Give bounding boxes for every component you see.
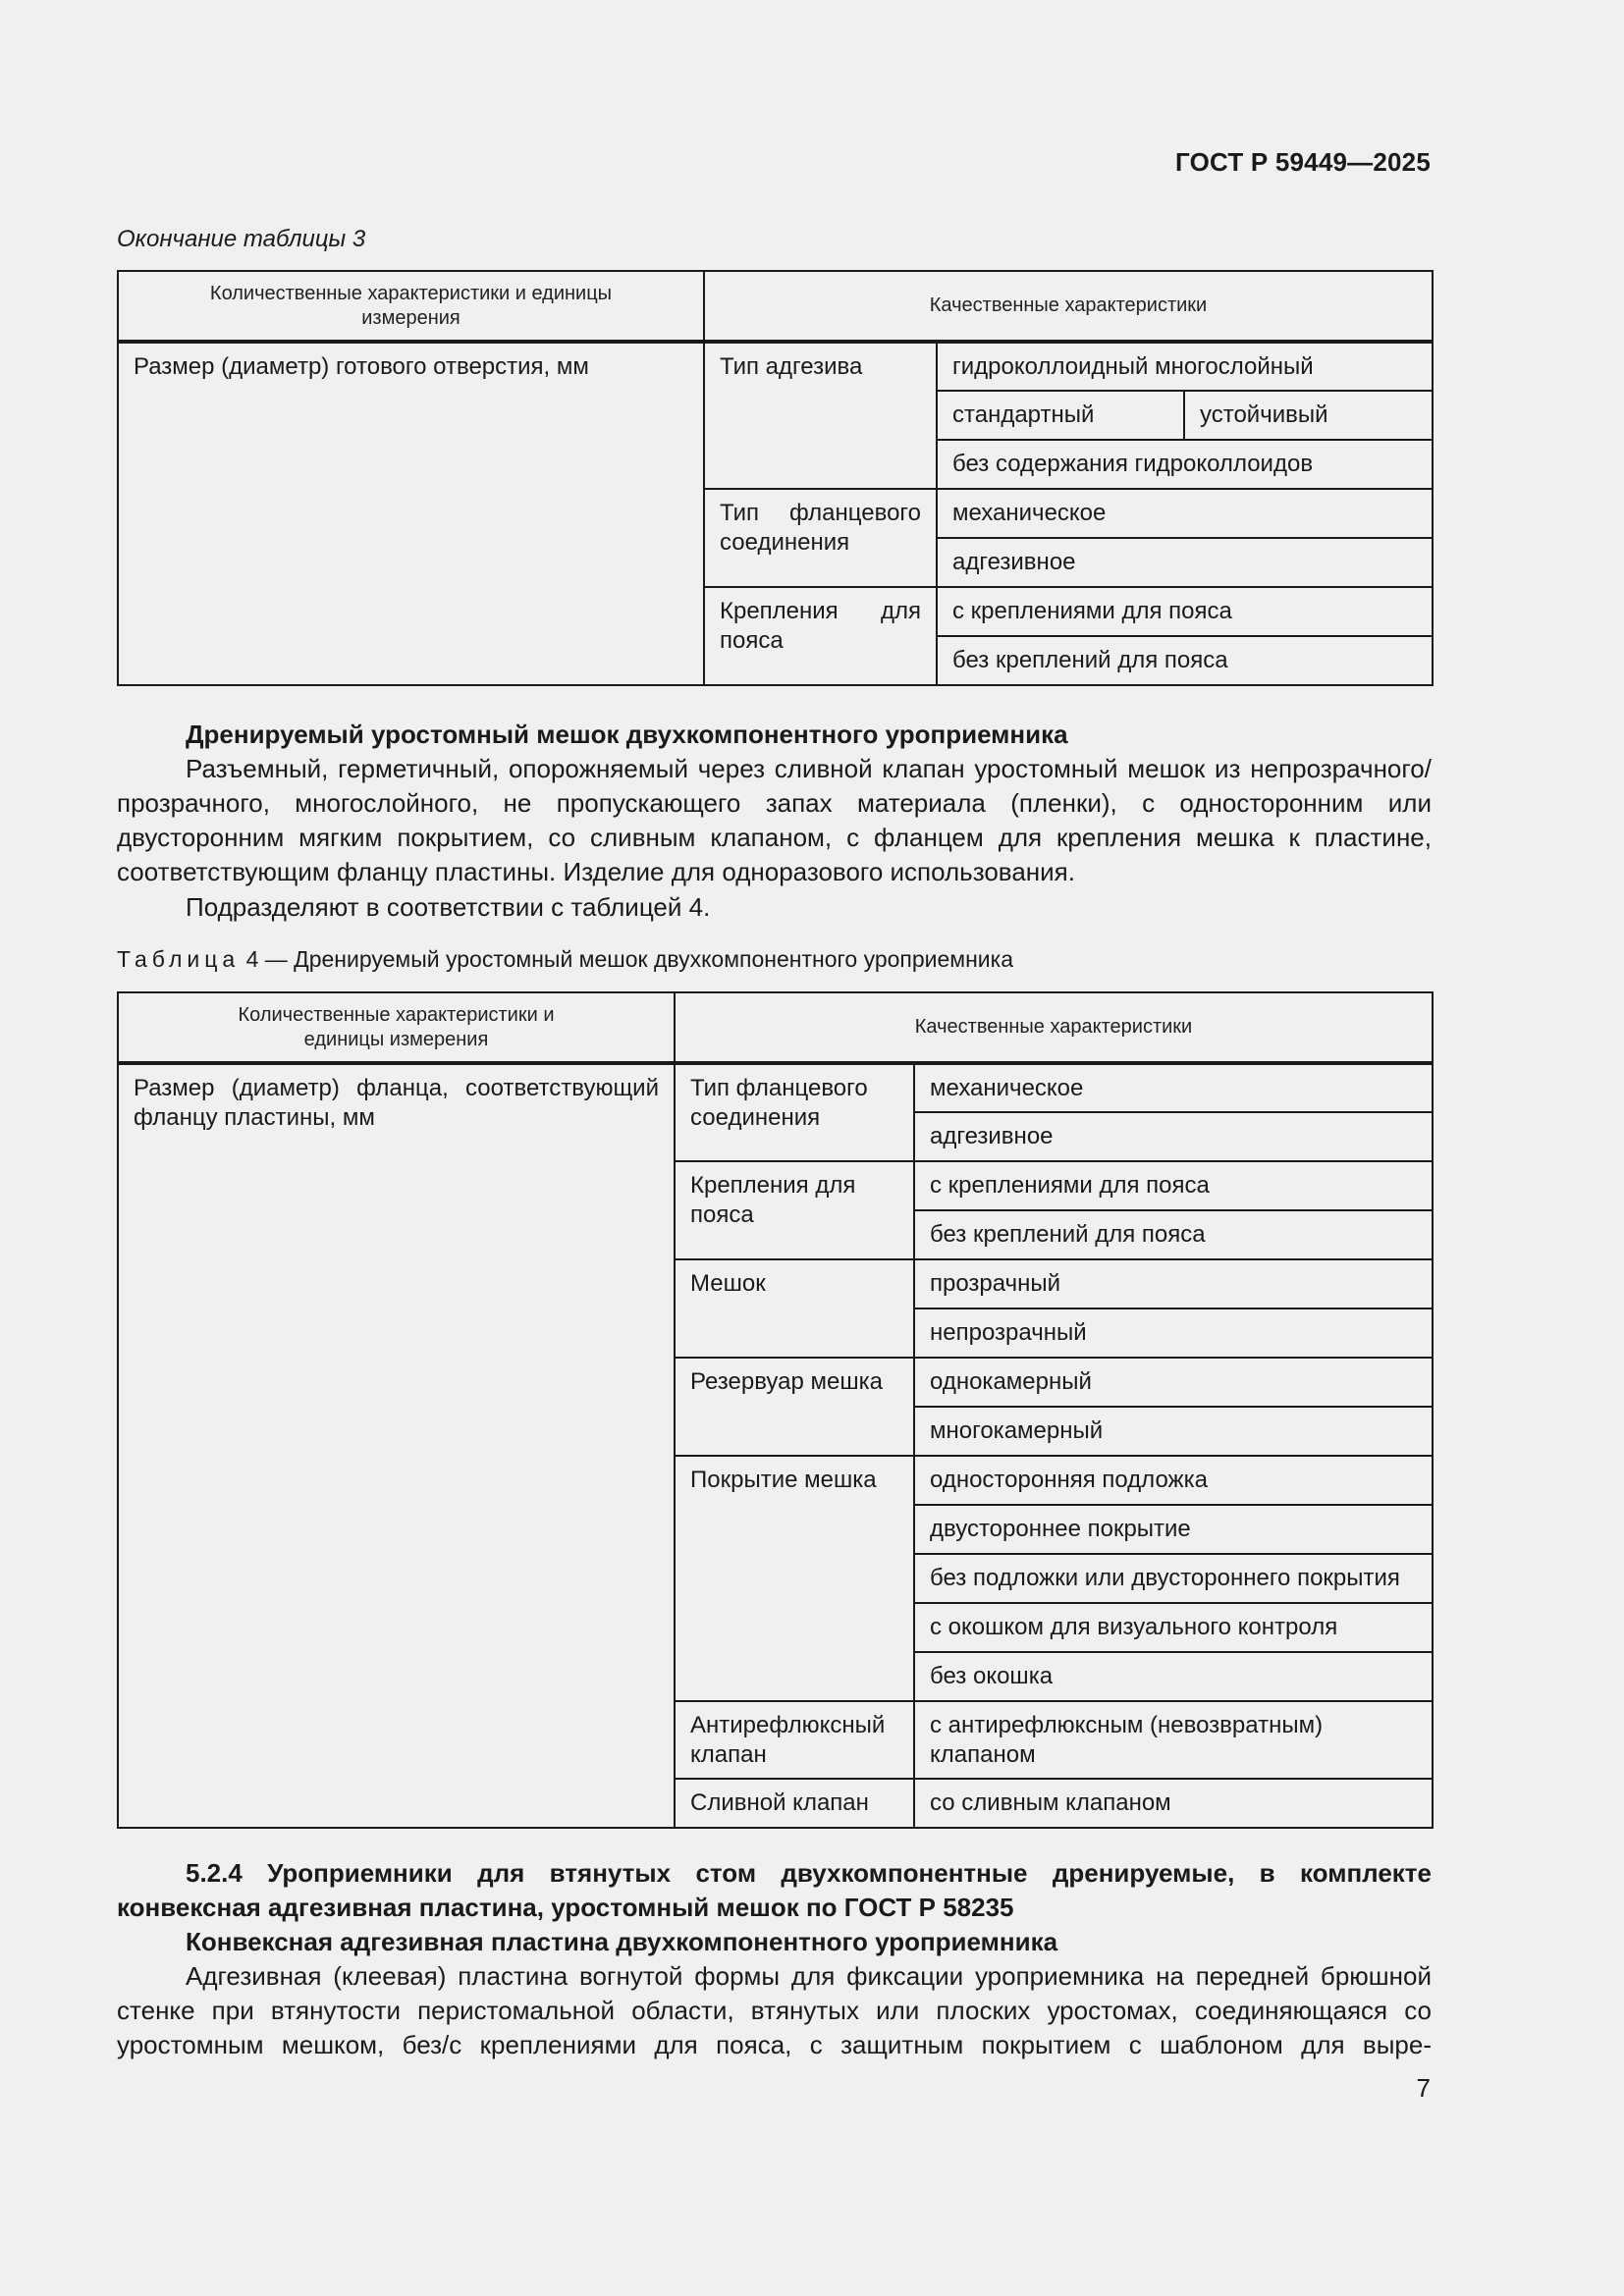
table-4-option-cell: с антирефлюксным (невозвратным) клапаном (914, 1701, 1433, 1779)
table-4 (117, 991, 1434, 1829)
table-4-col2-header: Качественные характеристики (675, 992, 1433, 1063)
table-4-quantitative-text: Размер (диаметр) фланца, соответствующий фланцу пластины, мм (134, 1075, 659, 1131)
table-3-col1-header: Количественные характеристики и единицы измерения (118, 271, 704, 342)
table-3-option-cell: без креплений для пояса (937, 636, 1433, 685)
table-4-option-cell: со сливным клапаном (914, 1779, 1433, 1828)
table-3-option-cell: без содержания гидроколлоидов (937, 440, 1433, 489)
table-3 (117, 270, 1434, 686)
table-3-continuation-caption: Окончание таблицы 3 (117, 226, 366, 252)
table-3-option-cell: гидроколлоидный многослойный (937, 342, 1433, 391)
table-4-option-cell: многокамерный (914, 1407, 1433, 1456)
table-4-option-cell: двустороннее покрытие (914, 1505, 1433, 1554)
table-3-quantitative-text: Размер (диаметр) готового отверстия, мм (134, 353, 589, 380)
table-3-group-label: Тип адгезива (704, 342, 937, 489)
table-4-group-label: Тип фланцевого соединения (675, 1063, 914, 1161)
table-3-option-cell: адгезивное (937, 538, 1433, 587)
table-4-group-label: Резервуар мешка (675, 1358, 914, 1456)
section-5-2-4-subheading: Конвексная адгезивная пластина двухкомпонентного уроприемника (186, 1927, 1058, 1956)
table-4-title (117, 946, 1013, 973)
table-4-option-cell: с окошком для визуального контроля (914, 1603, 1433, 1652)
table-4-group-label: Покрытие мешка (675, 1456, 914, 1701)
table-4-option-cell: с креплениями для пояса (914, 1161, 1433, 1210)
section-5-2-4-heading: 5.2.4 Уроприемники для втянутых стом двухкомпонентные дренируемые, в комплекте конвексная адгезивная пластина, уростомный мешок по ГОСТ Р 58235 (117, 1858, 1432, 1922)
table-3-option-cell: механическое (937, 489, 1433, 538)
table-4-option-cell: прозрачный (914, 1259, 1433, 1308)
table-4-option-cell: односторонняя подложка (914, 1456, 1433, 1505)
table-3-quantitative-cell (118, 342, 704, 685)
table-4-group-label: Мешок (675, 1259, 914, 1358)
table-4-option-cell: однокамерный (914, 1358, 1433, 1407)
section-heading: Дренируемый уростомный мешок двухкомпонентного уроприемника (186, 720, 1068, 749)
table-3-option-cell: с креплениями для пояса (937, 587, 1433, 636)
table-4-col1-header: Количественные характеристики и единицы измерения (118, 992, 675, 1063)
table-4-option-cell: непрозрачный (914, 1308, 1433, 1358)
table-4-group-label: Антирефлюксный клапан (675, 1701, 914, 1779)
table-4-option-cell: без окошка (914, 1652, 1433, 1701)
table-4-option-cell: без креплений для пояса (914, 1210, 1433, 1259)
table-3-group-label: Крепления для пояса (704, 587, 937, 685)
table-4-quantitative-cell (118, 1063, 675, 1828)
table-3-col2-header: Качественные характеристики (704, 271, 1433, 342)
table-4-group-label: Сливной клапан (675, 1779, 914, 1828)
section-subdivide-note: Подразделяют в соответствии с таблицей 4. (186, 892, 711, 922)
section-5-2-4-paragraph: Адгезивная (клеевая) пластина вогнутой формы для фиксации уроприемника на передней брюшной стенке при втянутости перистомальной области, втянутых или плоских уростомах, соединяющаяся со уростомным мешком, без/с креплениями для пояса, с защитным покрытием с шаблоном для выре- (117, 1961, 1432, 2059)
table-3-option-cell: устойчивый (1184, 391, 1433, 440)
section-paragraph: Разъемный, герметичный, опорожняемый через сливной клапан уростомный мешок из непрозрачного/прозрачного, многослойного, не пропускающего запах материала (пленки), с односторонним или двусторонним мягким покрытием, со сливным клапаном, с фланцем для крепления мешка к пластине, соответствующим фланцу пластины. Изделие для одноразового использования. (117, 754, 1432, 886)
table-4-group-label: Крепления для пояса (675, 1161, 914, 1259)
table-3-option-cell: стандартный (937, 391, 1184, 440)
table-4-title-text: 4 — Дренируемый уростомный мешок двухкомпонентного уроприемника (245, 946, 1014, 972)
table-4-option-cell: адгезивное (914, 1112, 1433, 1161)
table-3-group-label: Тип фланцевого соединения (704, 489, 937, 587)
document-id-header: ГОСТ Р 59449—2025 (1175, 147, 1431, 177)
table-4-option-cell: без подложки или двустороннего покрытия (914, 1554, 1433, 1603)
page-number: 7 (1416, 2073, 1431, 2103)
table-4-title-word: Таблица (117, 946, 241, 972)
table-4-option-cell: механическое (914, 1063, 1433, 1112)
